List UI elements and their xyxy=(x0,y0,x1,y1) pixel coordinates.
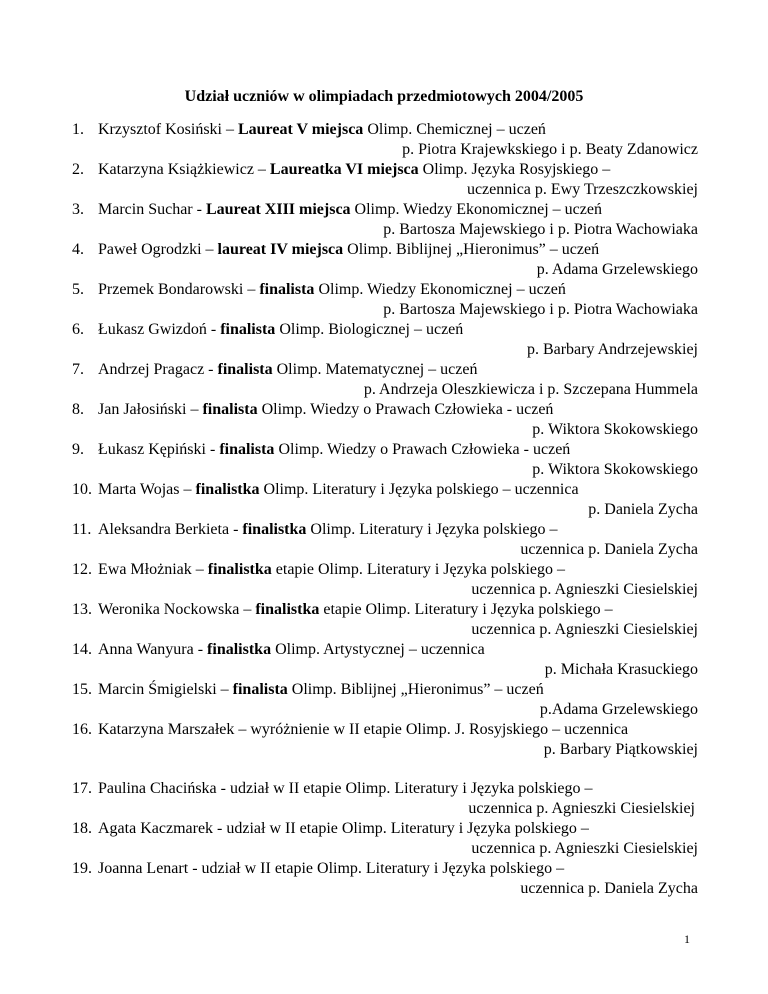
entry-number: 3. xyxy=(72,201,84,218)
olympiad-text: Olimp. Wiedzy Ekonomicznej – uczeń xyxy=(350,201,602,218)
student-name: Jan Jałosiński xyxy=(98,401,187,418)
student-name: Przemek Bondarowski xyxy=(98,281,244,298)
award-level: finalistka xyxy=(207,641,272,658)
award-level: finalistka xyxy=(195,481,260,498)
teacher-line: uczennica p. Daniela Zycha xyxy=(520,541,698,558)
entry-number: 4. xyxy=(72,241,84,258)
entry-separator: – xyxy=(234,721,251,738)
entry-line xyxy=(72,640,698,660)
teacher-line: p. Bartosza Majewskiego i p. Piotra Wachowiaka xyxy=(383,221,698,238)
teacher-line: p. Bartosza Majewskiego i p. Piotra Wachowiaka xyxy=(383,301,698,318)
section-gap xyxy=(72,760,698,779)
teacher-line: p. Piotra Krajewkskiego i p. Beaty Zdanowicz xyxy=(402,141,698,158)
olympiad-text: udział w II etapie Olimp. Literatury i Języka polskiego – xyxy=(201,860,565,877)
entry-separator: - xyxy=(229,521,243,538)
entry-line xyxy=(72,320,698,340)
list-item xyxy=(72,120,698,160)
entry-line xyxy=(72,440,698,460)
entry-number: 19. xyxy=(72,860,92,877)
student-name: Marta Wojas xyxy=(98,481,180,498)
student-name: Andrzej Pragacz xyxy=(98,361,205,378)
olympiad-text: Olimp. Biblijnej „Hieronimus” – uczeń xyxy=(343,241,600,258)
entry-separator: – xyxy=(201,241,218,258)
award-level: finalista xyxy=(232,681,288,698)
teacher-line: p. Barbary Andrzejewskiej xyxy=(526,341,698,358)
olympiad-text: Olimp. Biblijnej „Hieronimus” – uczeń xyxy=(287,681,544,698)
student-name: Marcin Suchar xyxy=(98,201,193,218)
list-item xyxy=(72,280,698,320)
entry-separator: – xyxy=(243,281,260,298)
list-item xyxy=(72,819,698,859)
entry-line xyxy=(72,560,698,580)
list-item xyxy=(72,160,698,200)
student-name: Weronika Nockowska xyxy=(98,601,240,618)
entry-line xyxy=(72,400,698,420)
award-level: Laureat V miejsca xyxy=(237,121,364,138)
entry-line xyxy=(72,720,698,740)
student-name: Anna Wanyura xyxy=(98,641,194,658)
olympiad-text: etapie Olimp. Literatury i Języka polskiego – xyxy=(271,561,566,578)
teacher-line: uczennica p. Daniela Zycha xyxy=(520,880,698,897)
award-list xyxy=(72,120,698,899)
olympiad-text: Olimp. Chemicznej – uczeń xyxy=(363,121,546,138)
entry-line xyxy=(72,120,698,140)
page-title: Udział uczniów w olimpiadach przedmiotowych 2004/2005 xyxy=(184,88,584,105)
teacher-line: uczennica p. Agnieszki Ciesielskiej xyxy=(471,581,698,598)
olympiad-text: udział w II etapie Olimp. Literatury i Języka polskiego – xyxy=(226,820,589,837)
award-level: finalista xyxy=(217,361,273,378)
award-level: finalista xyxy=(219,441,275,458)
entry-separator: – xyxy=(186,401,203,418)
list-item xyxy=(72,200,698,240)
entry-number: 17. xyxy=(72,780,92,797)
entry-number: 16. xyxy=(72,721,92,738)
teacher-line: uczennica p. Agnieszki Ciesielskiej xyxy=(471,840,698,857)
entry-separator: – xyxy=(239,601,256,618)
entry-number: 6. xyxy=(72,321,84,338)
student-name: Marcin Śmigielski xyxy=(98,681,217,698)
student-name: Agata Kaczmarek xyxy=(98,820,214,837)
olympiad-text: Olimp. Literatury i Języka polskiego – xyxy=(306,521,558,538)
list-item xyxy=(72,320,698,360)
entry-line xyxy=(72,480,698,500)
page-number: 1 xyxy=(684,932,690,946)
list-item xyxy=(72,640,698,680)
entry-number: 14. xyxy=(72,641,92,658)
entry-separator: - xyxy=(204,361,218,378)
entry-number: 13. xyxy=(72,601,92,618)
entry-number: 9. xyxy=(72,441,84,458)
entry-separator: – xyxy=(221,121,238,138)
entry-separator: - xyxy=(205,441,220,458)
olympiad-text: Olimp. Artystycznej – uczennica xyxy=(271,641,485,658)
student-name: Katarzyna Książkiewicz xyxy=(98,161,254,178)
entry-line xyxy=(72,819,698,839)
olympiad-text: wyróżnienie w II etapie Olimp. J. Rosyjskiego – uczennica xyxy=(250,721,629,738)
list-item xyxy=(72,480,698,520)
award-level: finalista xyxy=(220,321,276,338)
list-item xyxy=(72,600,698,640)
award-level: Laureatka VI miejsca xyxy=(269,161,419,178)
entry-separator: – xyxy=(191,561,208,578)
student-name: Katarzyna Marszałek xyxy=(98,721,235,738)
entry-separator: – xyxy=(216,681,233,698)
entry-separator: - xyxy=(213,820,227,837)
award-level: laureat IV miejsca xyxy=(217,241,344,258)
list-item xyxy=(72,360,698,400)
entry-separator: – xyxy=(253,161,270,178)
student-name: Joanna Lenart xyxy=(98,860,189,877)
award-level: finalistka xyxy=(242,521,307,538)
entry-line xyxy=(72,200,698,220)
award-level: finalista xyxy=(259,281,315,298)
entry-line xyxy=(72,680,698,700)
entry-line xyxy=(72,779,698,799)
list-item xyxy=(72,560,698,600)
entry-line xyxy=(72,160,698,180)
teacher-line: p. Michała Krasuckiego xyxy=(544,661,698,678)
teacher-line: p. Andrzeja Oleszkiewicza i p. Szczepana Hummela xyxy=(363,381,698,398)
teacher-line: p. Wiktora Skokowskiego xyxy=(532,421,698,438)
entry-number: 18. xyxy=(72,820,92,837)
entry-line xyxy=(72,859,698,879)
entry-number: 5. xyxy=(72,281,84,298)
teacher-line: uczennica p. Agnieszki Ciesielskiej xyxy=(468,800,695,817)
award-level: Laureat XIII miejsca xyxy=(205,201,351,218)
list-item xyxy=(72,520,698,560)
entry-separator: - xyxy=(206,321,221,338)
student-name: Łukasz Kępiński xyxy=(98,441,206,458)
teacher-line: p.Adama Grzelewskiego xyxy=(539,701,698,718)
entry-separator: - xyxy=(188,860,202,877)
teacher-line: p. Adama Grzelewskiego xyxy=(536,261,698,278)
entry-separator: - xyxy=(216,780,230,797)
student-name: Paweł Ogrodzki xyxy=(98,241,202,258)
student-name: Łukasz Gwizdoń xyxy=(98,321,207,338)
student-name: Krzysztof Kosiński xyxy=(98,121,222,138)
teacher-line: p. Wiktora Skokowskiego xyxy=(532,461,698,478)
teacher-line: uczennica p. Ewy Trzeszczkowskiej xyxy=(466,181,698,198)
entry-separator: - xyxy=(192,201,206,218)
entry-separator: - xyxy=(193,641,208,658)
olympiad-text: Olimp. Biologicznej – uczeń xyxy=(275,321,464,338)
list-item xyxy=(72,779,698,819)
entry-number: 2. xyxy=(72,161,84,178)
entry-line xyxy=(72,280,698,300)
list-item xyxy=(72,240,698,280)
entry-number: 10. xyxy=(72,481,92,498)
entry-number: 11. xyxy=(72,521,92,538)
olympiad-text: udział w II etapie Olimp. Literatury i Języka polskiego – xyxy=(229,780,593,797)
student-name: Ewa Młożniak xyxy=(98,561,192,578)
teacher-line: p. Daniela Zycha xyxy=(588,501,698,518)
entry-line xyxy=(72,240,698,260)
entry-number: 8. xyxy=(72,401,84,418)
award-level: finalista xyxy=(202,401,258,418)
award-level: finalistka xyxy=(255,601,320,618)
entry-separator: – xyxy=(179,481,196,498)
award-level: finalistka xyxy=(207,561,272,578)
olympiad-text: etapie Olimp. Literatury i Języka polskiego – xyxy=(319,601,613,618)
olympiad-text: Olimp. Wiedzy Ekonomicznej – uczeń xyxy=(314,281,566,298)
teacher-line: p. Barbary Piątkowskiej xyxy=(543,741,698,758)
list-item xyxy=(72,859,698,899)
olympiad-text: Olimp. Wiedzy o Prawach Człowieka - uczeń xyxy=(257,401,554,418)
student-name: Aleksandra Berkieta xyxy=(98,521,230,538)
olympiad-text: Olimp. Wiedzy o Prawach Człowieka - uczeń xyxy=(274,441,571,458)
olympiad-text: Olimp. Języka Rosyjskiego – xyxy=(418,161,611,178)
entry-number: 15. xyxy=(72,681,92,698)
student-name: Paulina Chacińska xyxy=(98,780,217,797)
entry-number: 7. xyxy=(72,361,84,378)
list-item xyxy=(72,680,698,720)
entry-number: 1. xyxy=(72,121,84,138)
list-item xyxy=(72,440,698,480)
entry-line xyxy=(72,600,698,620)
olympiad-text: Olimp. Matematycznej – uczeń xyxy=(272,361,478,378)
entry-line xyxy=(72,360,698,380)
olympiad-text: Olimp. Literatury i Języka polskiego – uczennica xyxy=(259,481,579,498)
list-item xyxy=(72,400,698,440)
list-item xyxy=(72,720,698,760)
entry-number: 12. xyxy=(72,561,92,578)
entry-line xyxy=(72,520,698,540)
teacher-line: uczennica p. Agnieszki Ciesielskiej xyxy=(471,621,698,638)
